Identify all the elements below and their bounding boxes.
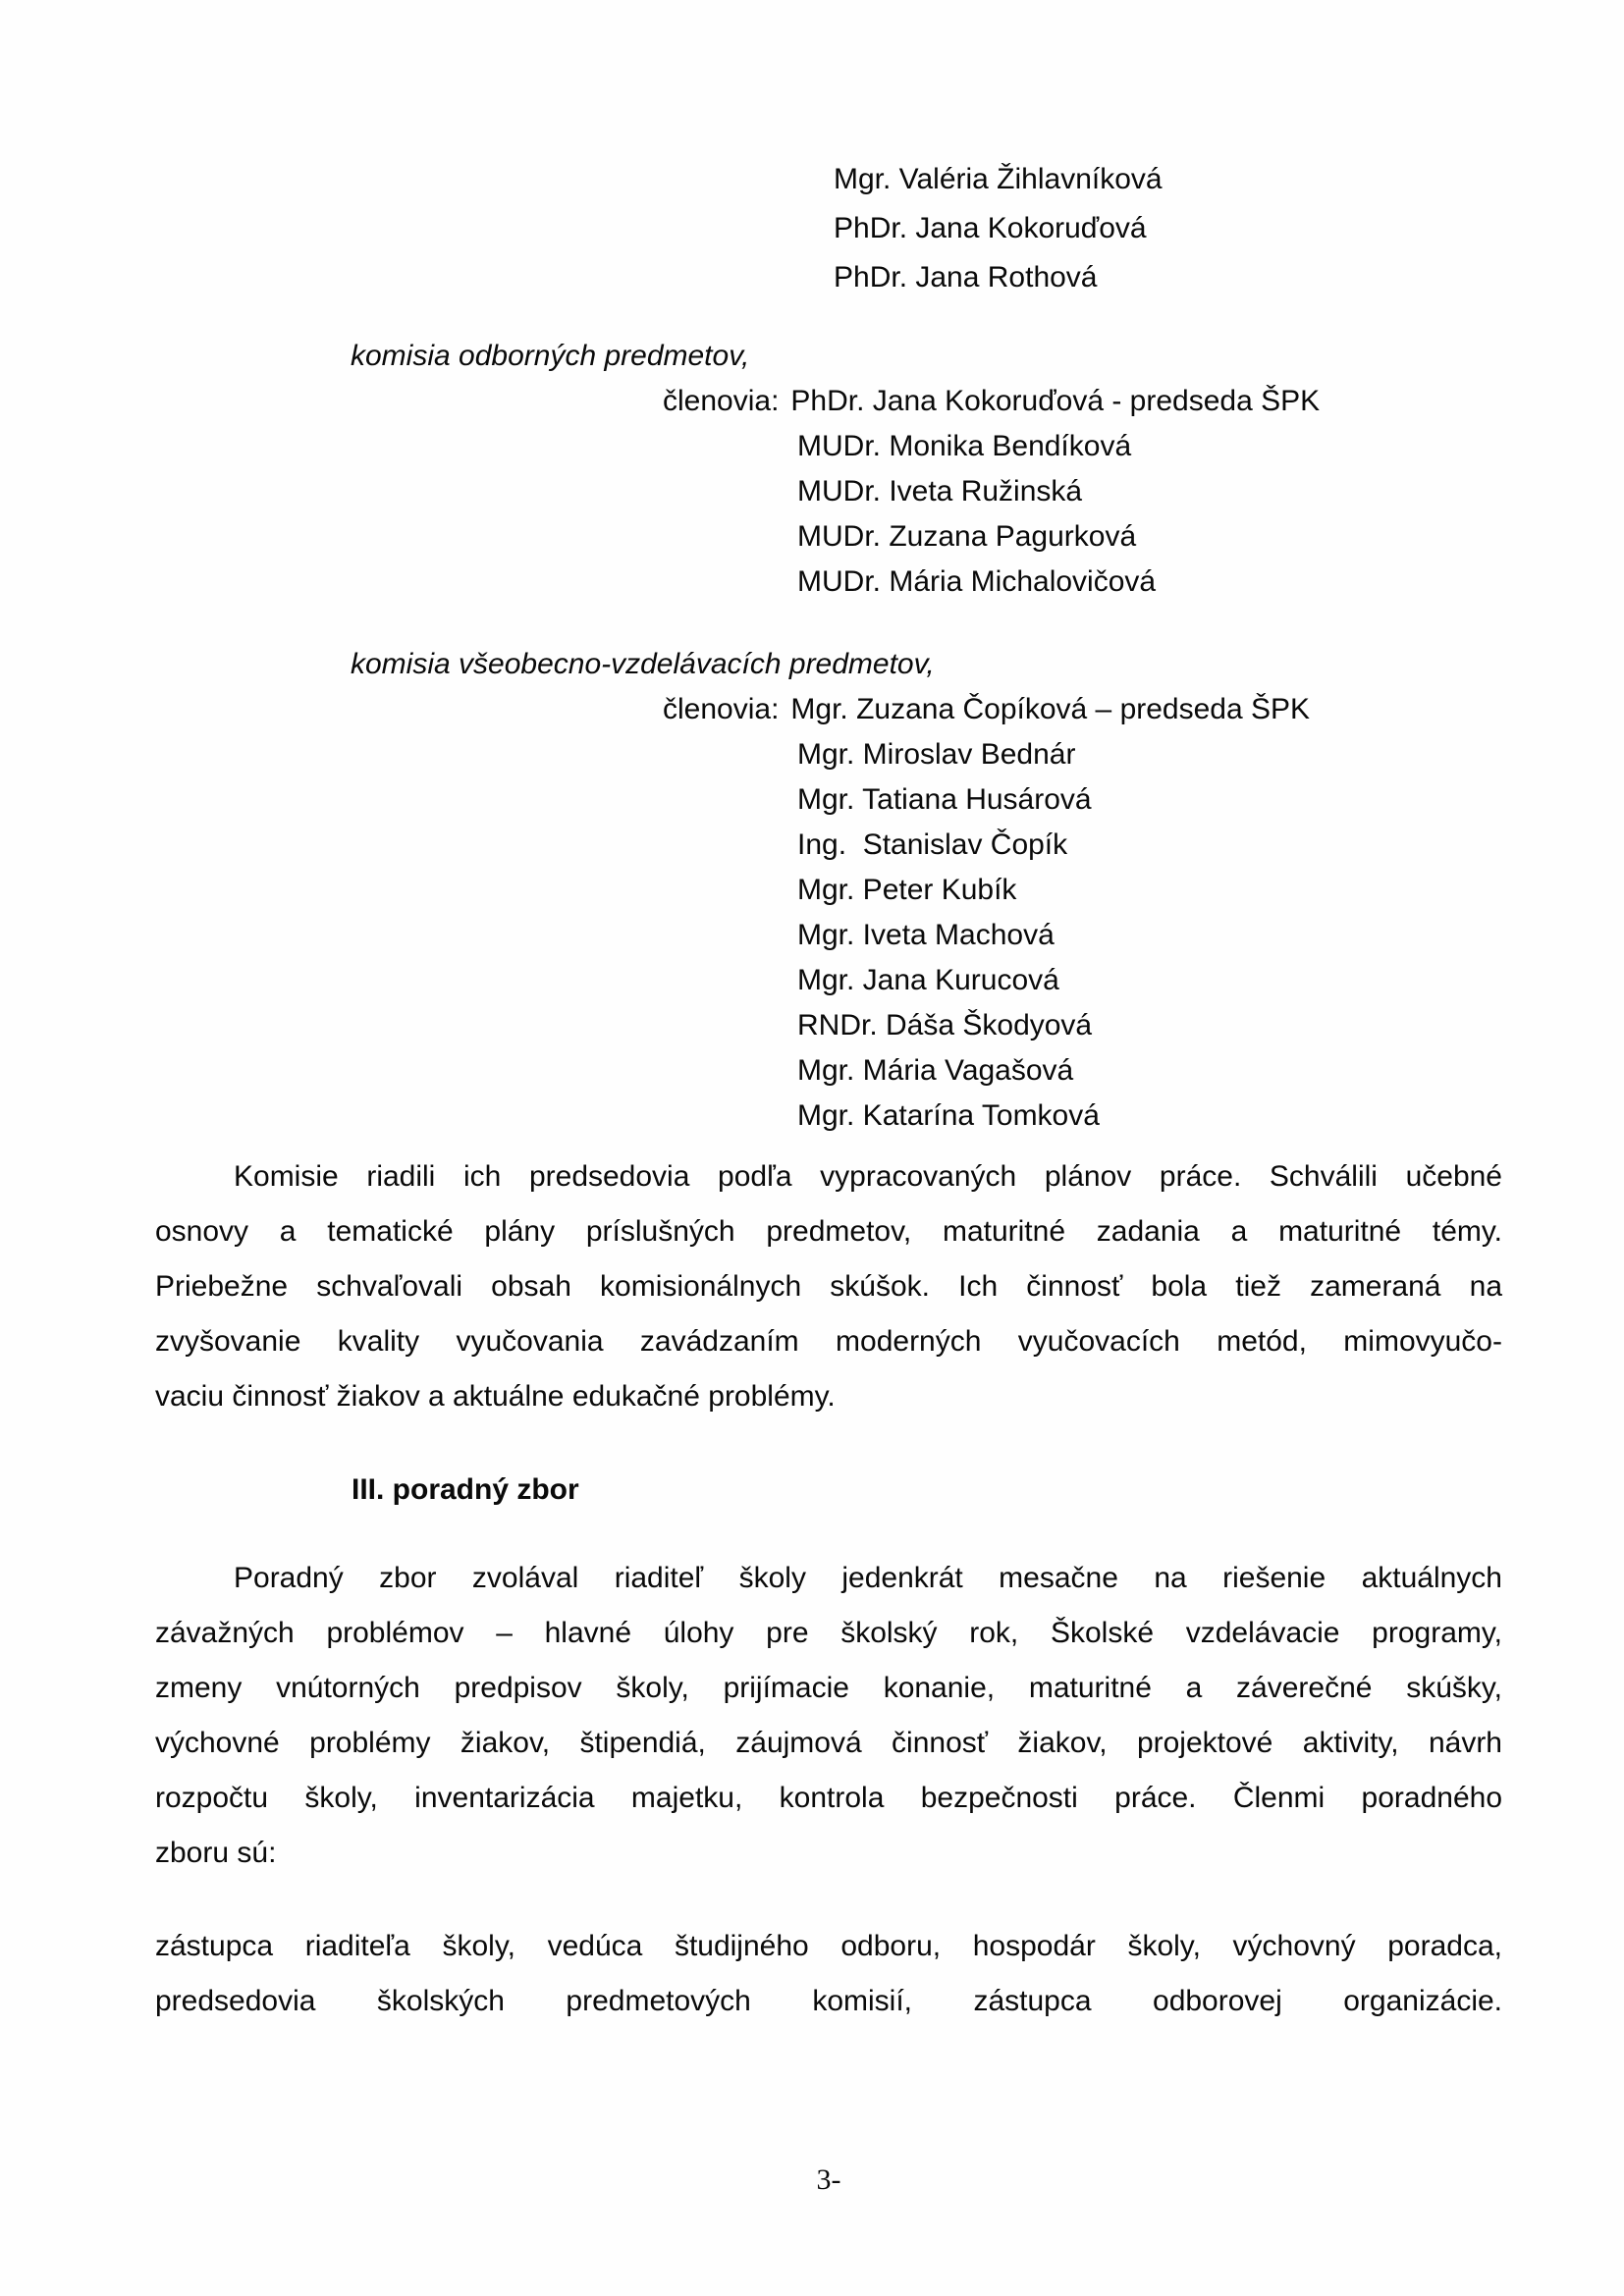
paragraph-line: výchovné problémy žiakov, štipendiá, záujmová činnosť žiakov, projektové aktivity, návrh: [155, 1727, 1502, 1759]
signature-name: Mgr. Valéria Žihlavníková: [834, 163, 1163, 195]
paragraph-line: závažných problémov – hlavné úlohy pre školský rok, Školské vzdelávacie programy,: [155, 1617, 1502, 1649]
commission-title: komisia všeobecno-vzdelávacích predmetov,: [351, 648, 935, 680]
member-name: Ing. Stanislav Čopík: [797, 828, 1068, 861]
paragraph-line: zmeny vnútorných predpisov školy, prijímacie konanie, maturitné a záverečné skúšky,: [155, 1672, 1502, 1704]
paragraph-line: zboru sú:: [155, 1837, 277, 1869]
paragraph-line: zástupca riaditeľa školy, vedúca študijného odboru, hospodár školy, výchovný poradca,: [155, 1930, 1502, 1962]
member-name: Mgr. Iveta Machová: [797, 919, 1055, 951]
signature-name: PhDr. Jana Rothová: [834, 261, 1098, 294]
member-name: Mgr. Katarína Tomková: [797, 1099, 1100, 1132]
member-name: MUDr. Zuzana Pagurková: [797, 520, 1137, 553]
signature-block: [834, 155, 1502, 302]
section-heading: III. poradný zbor: [352, 1473, 579, 1506]
signature-name: PhDr. Jana Kokoruďová: [834, 212, 1147, 244]
commission-members: [797, 424, 1502, 605]
paragraph-line: Komisie riadili ich predsedovia podľa vypracovaných plánov práce. Schválili učebné: [234, 1160, 1502, 1193]
member-name: Mgr. Peter Kubík: [797, 874, 1017, 906]
page-number: 3-: [816, 2163, 841, 2196]
member-name: Mgr. Tatiana Husárová: [797, 783, 1092, 816]
member-name: RNDr. Dáša Škodyová: [797, 1009, 1093, 1041]
body-paragraph: [155, 1149, 1502, 1424]
paragraph-line: Poradný zbor zvolával riaditeľ školy jedenkrát mesačne na riešenie aktuálnych: [234, 1562, 1502, 1594]
member-name: MUDr. Mária Michalovičová: [797, 565, 1157, 598]
paragraph-line: zvyšovanie kvality vyučovania zavádzaním moderných vyučovacích metód, mimovyučo-: [155, 1325, 1502, 1358]
paragraph-line: osnovy a tematické plány príslušných predmetov, maturitné zadania a maturitné témy.: [155, 1215, 1502, 1248]
member-name: MUDr. Iveta Ružinská: [797, 475, 1083, 507]
commission-chair-line: [663, 379, 1502, 424]
member-name: Mgr. Jana Kurucová: [797, 964, 1059, 996]
paragraph-line: Priebežne schvaľovali obsah komisionálnych skúšok. Ich činnosť bola tiež zameraná na: [155, 1270, 1502, 1303]
commission-chair: PhDr. Jana Kokoruďová - predseda ŠPK: [790, 385, 1321, 417]
body-paragraph: [155, 1551, 1502, 1881]
member-name: MUDr. Monika Bendíková: [797, 430, 1132, 462]
commission-chair-line: [663, 687, 1502, 732]
member-name: Mgr. Miroslav Bednár: [797, 738, 1076, 771]
members-label: členovia:: [663, 385, 780, 417]
members-label: členovia:: [663, 693, 780, 725]
body-paragraph: [155, 1919, 1502, 2029]
commission-chair: Mgr. Zuzana Čopíková – predseda ŠPK: [790, 693, 1311, 725]
member-name: Mgr. Mária Vagašová: [797, 1054, 1074, 1087]
paragraph-line: rozpočtu školy, inventarizácia majetku, kontrola bezpečnosti práce. Členmi poradného: [155, 1782, 1502, 1814]
paragraph-line: vaciu činnosť žiakov a aktuálne edukačné problémy.: [155, 1380, 836, 1413]
commission-title: komisia odborných predmetov,: [351, 340, 750, 372]
commission-members: [797, 732, 1502, 1139]
paragraph-line: predsedovia školských predmetových komisií, zástupca odborovej organizácie.: [155, 1985, 1502, 2017]
